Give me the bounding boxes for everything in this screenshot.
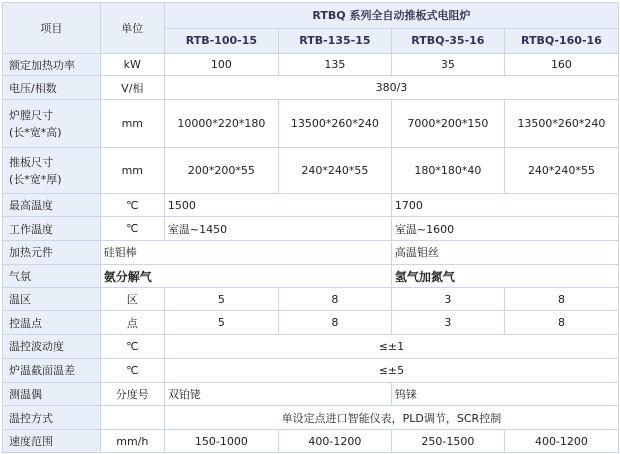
row-uniformity [3,359,618,382]
row-label: 控温点 [3,311,100,334]
row-label: 工作温度 [3,217,100,240]
cell-value: 380/3 [165,76,618,99]
row-plate [3,148,618,194]
row-unit: V/相 [101,76,164,99]
row-max-temp [3,194,618,216]
model-name: RTBQ-35-16 [392,29,504,53]
model-name: RTBQ-160-16 [505,29,618,53]
row-label: 加热元件 [3,241,100,264]
row-unit: ℃ [101,359,164,382]
row-label: 温区 [3,288,100,310]
row-chamber [3,100,618,147]
row-unit: ℃ [101,194,164,216]
row-zones [3,288,618,310]
cell-value: 8 [279,288,391,310]
row-unit [101,406,164,429]
row-heating [3,241,618,264]
cell-value: 400-1200 [505,430,618,452]
row-unit: kW [101,54,164,76]
row-label-line: (长*宽*高) [9,125,62,139]
cell-value: 160 [505,54,618,76]
row-voltage [3,76,618,99]
cell-value: 硅钼棒 [101,241,391,264]
cell-value: 13500*260*240 [279,100,391,147]
row-label [3,100,100,147]
cell-value: 室温~1600 [392,217,618,240]
cell-value: 200*200*55 [165,148,278,194]
header-unit: 单位 [101,3,164,53]
row-speed [3,430,618,452]
cell-value: 双铂铑 [165,383,391,406]
row-control-points [3,311,618,334]
row-unit: 分度号 [101,383,164,406]
cell-value: ≤±5 [165,359,618,382]
cell-value: 7000*200*150 [392,100,504,147]
row-label: 电压/相数 [3,76,100,99]
row-power [3,54,618,76]
cell-value: 135 [279,54,391,76]
row-unit: mm [101,148,164,194]
cell-value: 13500*260*240 [505,100,618,147]
cell-value: 室温~1450 [165,217,391,240]
series-title: RTBQ 系列全自动推板式电阻炉 [165,3,618,28]
row-fluctuation [3,335,618,358]
row-label-line: (长*宽*厚) [9,172,62,186]
cell-value: 100 [165,54,278,76]
row-label: 测温偶 [3,383,100,406]
row-label: 速度范围 [3,430,100,452]
cell-value: 钨铼 [392,383,618,406]
cell-value: 10000*220*180 [165,100,278,147]
cell-value: 氨分解气 [101,265,391,288]
cell-value: 3 [392,288,504,310]
model-name: RTB-135-15 [279,29,391,53]
cell-value: 5 [165,288,278,310]
cell-value: 8 [279,311,391,334]
row-unit: ℃ [101,335,164,358]
cell-value: 5 [165,311,278,334]
row-label: 最高温度 [3,194,100,216]
cell-value: 240*240*55 [505,148,618,194]
row-label-line: 推板尺寸 [9,155,53,169]
row-thermocouple [3,383,618,406]
spec-table [2,2,619,453]
cell-value: 1500 [165,194,391,216]
cell-value: 8 [505,311,618,334]
cell-value: 1700 [392,194,618,216]
cell-value: 180*180*40 [392,148,504,194]
cell-value: 35 [392,54,504,76]
row-unit: mm/h [101,430,164,452]
cell-value: 400-1200 [279,430,391,452]
row-atmosphere [3,265,618,288]
row-unit: ℃ [101,217,164,240]
row-unit: 点 [101,311,164,334]
cell-value: 250-1500 [392,430,504,452]
row-label: 炉温截面温差 [3,359,100,382]
row-label [3,148,100,194]
cell-value: 高温钼丝 [392,241,618,264]
row-work-temp [3,217,618,240]
row-label: 气氛 [3,265,100,288]
row-label: 温控方式 [3,406,100,429]
model-name: RTB-100-15 [165,29,278,53]
header-row [3,3,618,28]
row-control-mode [3,406,618,429]
row-label-line: 炉膛尺寸 [9,108,53,122]
cell-value: 240*240*55 [279,148,391,194]
cell-value: 氢气加氮气 [392,265,618,288]
cell-value: 单设定点进口智能仪表，PLD调节，SCR控制 [165,406,618,429]
cell-value: ≤±1 [165,335,618,358]
row-label: 额定加热功率 [3,54,100,76]
cell-value: 150-1000 [165,430,278,452]
row-label: 温控波动度 [3,335,100,358]
row-unit: 区 [101,288,164,310]
cell-value: 8 [505,288,618,310]
header-item: 项目 [3,3,100,53]
cell-value: 3 [392,311,504,334]
row-unit: mm [101,100,164,147]
